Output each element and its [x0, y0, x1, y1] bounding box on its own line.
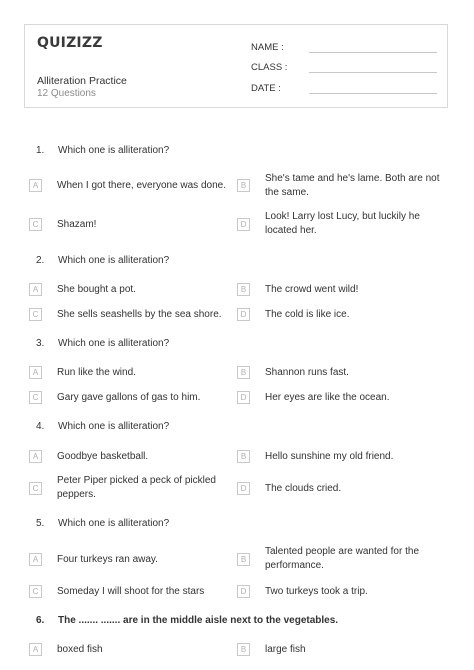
option-letter-box[interactable]: C — [29, 482, 42, 495]
option-text: Shannon runs fast. — [265, 367, 349, 378]
option-letter-box[interactable]: B — [237, 366, 250, 379]
question-text: Which one is alliteration? — [58, 145, 170, 156]
option-text: Two turkeys took a trip. — [265, 586, 368, 597]
option-text: Four turkeys ran away. — [57, 554, 158, 565]
option-letter-box[interactable]: A — [29, 643, 42, 656]
question-3 — [36, 338, 169, 349]
option-letter-box[interactable]: B — [237, 283, 250, 296]
option-text: Peter Piper picked a peck of pickled peppers. — [57, 475, 216, 500]
question-2 — [36, 255, 169, 266]
option-letter-box[interactable]: D — [237, 482, 250, 495]
option-letter-box[interactable]: B — [237, 553, 250, 566]
option-letter-box[interactable]: B — [237, 179, 250, 192]
date-field[interactable] — [251, 83, 281, 94]
question-number: 5. — [36, 518, 45, 529]
option-text: Hello sunshine my old friend. — [265, 451, 394, 462]
name-label: NAME : — [251, 42, 284, 53]
option-text: When I got there, everyone was done. — [57, 180, 226, 191]
question-number: 3. — [36, 338, 45, 349]
question-text: Which one is alliteration? — [58, 338, 170, 349]
option-letter-box[interactable]: A — [29, 553, 42, 566]
option-letter-box[interactable]: A — [29, 450, 42, 463]
option-letter-box[interactable]: C — [29, 218, 42, 231]
date-label: DATE : — [251, 83, 281, 94]
option-text: Run like the wind. — [57, 367, 136, 378]
option-letter-box[interactable]: B — [237, 643, 250, 656]
option-letter-box[interactable]: C — [29, 308, 42, 321]
option-letter-box[interactable]: C — [29, 585, 42, 598]
worksheet-title: Alliteration Practice — [37, 75, 127, 87]
name-field[interactable] — [251, 42, 284, 53]
option-letter-box[interactable]: D — [237, 218, 250, 231]
option-text: She sells seashells by the sea shore. — [57, 309, 222, 320]
option-text: The crowd went wild! — [265, 284, 359, 295]
option-text: Gary gave gallons of gas to him. — [57, 392, 201, 403]
option-letter-box[interactable]: A — [29, 366, 42, 379]
option-text: She bought a pot. — [57, 284, 136, 295]
question-text: Which one is alliteration? — [58, 421, 170, 432]
option-letter-box[interactable]: A — [29, 283, 42, 296]
option-text: Talented people are wanted for the performance. — [265, 546, 419, 571]
question-6 — [36, 615, 338, 626]
option-text: Goodbye basketball. — [57, 451, 149, 462]
question-text: Which one is alliteration? — [58, 255, 170, 266]
option-letter-box[interactable]: A — [29, 179, 42, 192]
option-text: boxed fish — [57, 644, 103, 655]
class-field[interactable] — [251, 62, 287, 73]
option-letter-box[interactable]: D — [237, 391, 250, 404]
question-count: 12 Questions — [37, 88, 96, 99]
option-text: Someday I will shoot for the stars — [57, 586, 205, 597]
date-line — [309, 93, 437, 94]
name-line — [309, 52, 437, 53]
question-4 — [36, 421, 169, 432]
option-text: Shazam! — [57, 219, 97, 230]
question-number: 6. — [36, 615, 45, 626]
worksheet-header — [24, 24, 448, 108]
question-number: 1. — [36, 145, 45, 156]
option-letter-box[interactable]: C — [29, 391, 42, 404]
option-text: The clouds cried. — [265, 483, 342, 494]
class-label: CLASS : — [251, 62, 288, 73]
option-text: She's tame and he's lame. Both are not the same. — [265, 173, 440, 198]
option-text: large fish — [265, 644, 306, 655]
option-letter-box[interactable]: D — [237, 308, 250, 321]
question-1 — [36, 145, 169, 156]
class-line — [309, 72, 437, 73]
option-text: The cold is like ice. — [265, 309, 350, 320]
option-letter-box[interactable]: B — [237, 450, 250, 463]
quizizz-logo: QUIZIZZ — [37, 35, 103, 51]
option-text: Look! Larry lost Lucy, but luckily he located her. — [265, 211, 420, 236]
question-text: The ....... ....... are in the middle aisle next to the vegetables. — [58, 615, 339, 626]
question-number: 2. — [36, 255, 45, 266]
question-number: 4. — [36, 421, 45, 432]
option-letter-box[interactable]: D — [237, 585, 250, 598]
question-5 — [36, 518, 169, 529]
option-text: Her eyes are like the ocean. — [265, 392, 390, 403]
question-text: Which one is alliteration? — [58, 518, 170, 529]
